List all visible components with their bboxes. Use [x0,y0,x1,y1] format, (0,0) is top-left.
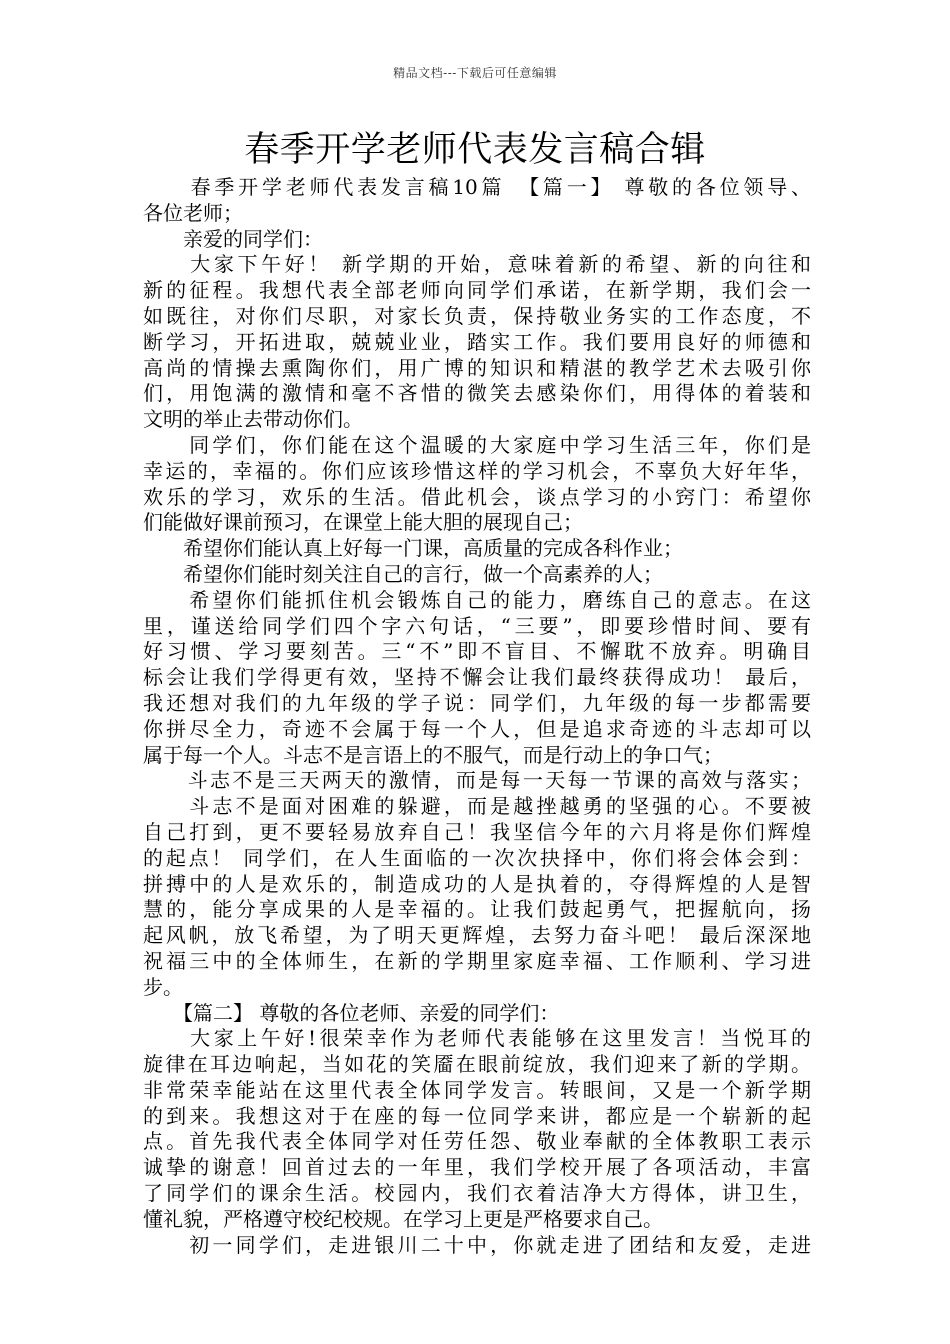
text-line: 文明的举止去带动你们。 [143,407,363,432]
text-line: 希望你们能抓住机会锻炼自己的能力，磨练自己的意志。在这 [143,587,811,612]
text-line: 属于每一个人。斗志不是言语上的不服气，而是行动上的争口气； [143,742,723,767]
text-line: 初一同学们，走进银川二十中，你就走进了团结和友爱，走进 [143,1232,811,1257]
text-line: 懂礼貌，严格遵守校纪校规。在学习上更是严格要求自己。 [143,1206,663,1231]
text-line: 春季开学老师代表发言稿10篇 【篇一】 尊敬的各位领导、 [143,175,811,199]
text-line: 点。首先我代表全体同学对任劳任怨、敬业奉献的全体教职工表示 [143,1129,811,1154]
text-line: 标会让我们学得更有效，坚持不懈会让我们最终获得成功！ 最后， [143,665,811,690]
text-line: 们，用饱满的激情和毫不吝惜的微笑去感染你们，用得体的着装和 [143,381,811,406]
text-line: 各位老师； [143,200,243,225]
text-line: 大家下午好！ 新学期的开始，意味着新的希望、新的向往和 [143,252,811,277]
document-body [143,175,811,1258]
text-line: 们能做好课前预习，在课堂上能大胆的展现自己； [143,510,583,535]
text-line: 慧的，能分享成果的人是幸福的。让我们鼓起勇气，把握航向，扬 [143,897,811,922]
text-line: 的起点！ 同学们，在人生面临的一次次抉择中，你们将会体会到： [143,845,811,870]
page-header: 精品文档---下载后可任意编辑 [393,66,557,80]
text-line: 【篇二】 尊敬的各位老师、亲爱的同学们： [143,1000,560,1025]
text-line: 我还想对我们的九年级的学子说：同学们，九年级的每一步都需要 [143,690,811,715]
text-line: 旋律在耳边响起，当如花的笑靥在眼前绽放，我们迎来了新的学期。 [143,1052,811,1077]
text-line: 非常荣幸能站在这里代表全体同学发言。转眼间，又是一个新学期 [143,1077,811,1102]
text-line: 如既往，对你们尽职，对家长负责，保持敬业务实的工作态度，不 [143,303,811,328]
text-line: 自己打到，更不要轻易放弃自己！我坚信今年的六月将是你们辉煌 [143,819,811,844]
text-line: 同学们，你们能在这个温暖的大家庭中学习生活三年，你们是 [143,432,811,457]
text-line: 的到来。我想这对于在座的每一位同学来讲，都应是一个崭新的起 [143,1103,811,1128]
text-line: 幸运的，幸福的。你们应该珍惜这样的学习机会，不辜负大好年华， [143,458,811,483]
text-line: 断学习，开拓进取，兢兢业业，踏实工作。我们要用良好的师德和 [143,329,811,354]
text-line: 好习惯、学习要刻苦。三“不”即不盲目、不懈耽不放弃。明确目 [143,639,811,664]
text-line: 诚挚的谢意！回首过去的一年里，我们学校开展了各项活动，丰富 [143,1155,811,1180]
text-line: 高尚的情操去熏陶你们，用广博的知识和精湛的教学艺术去吸引你 [143,355,811,380]
text-line: 你拼尽全力，奇迹不会属于每一个人，但是追求奇迹的斗志却可以 [143,716,811,741]
text-line: 希望你们能认真上好每一门课，高质量的完成各科作业； [143,536,683,561]
text-line: 希望你们能时刻关注自己的言行，做一个高素养的人； [143,561,663,586]
text-line: 大家上午好!很荣幸作为老师代表能够在这里发言！当悦耳的 [143,1026,811,1051]
text-line: 祝福三中的全体师生，在新的学期里家庭幸福、工作顺利、学习进 [143,948,811,973]
text-line: 了同学们的课余生活。校园内，我们衣着洁净大方得体，讲卫生， [143,1181,811,1206]
text-line: 亲爱的同学们： [143,226,323,251]
text-line: 新的征程。我想代表全部老师向同学们承诺，在新学期，我们会一 [143,278,811,303]
text-line: 斗志不是面对困难的躲避，而是越挫越勇的坚强的心。不要被 [143,794,811,819]
text-line: 欢乐的学习，欢乐的生活。借此机会，谈点学习的小窍门：希望你 [143,484,811,509]
text-line: 里，谨送给同学们四个字六句话，“三要”，即要珍惜时间、要有 [143,613,811,638]
text-line: 拼搏中的人是欢乐的，制造成功的人是执着的，夺得辉煌的人是智 [143,871,811,896]
document-title: 春季开学老师代表发言稿合辑 [244,130,706,170]
text-line: 起风帆，放飞希望，为了明天更辉煌，去努力奋斗吧！ 最后深深地 [143,923,811,948]
text-line: 斗志不是三天两天的激情，而是每一天每一节课的高效与落实； [143,768,811,793]
text-line: 步。 [143,974,183,999]
